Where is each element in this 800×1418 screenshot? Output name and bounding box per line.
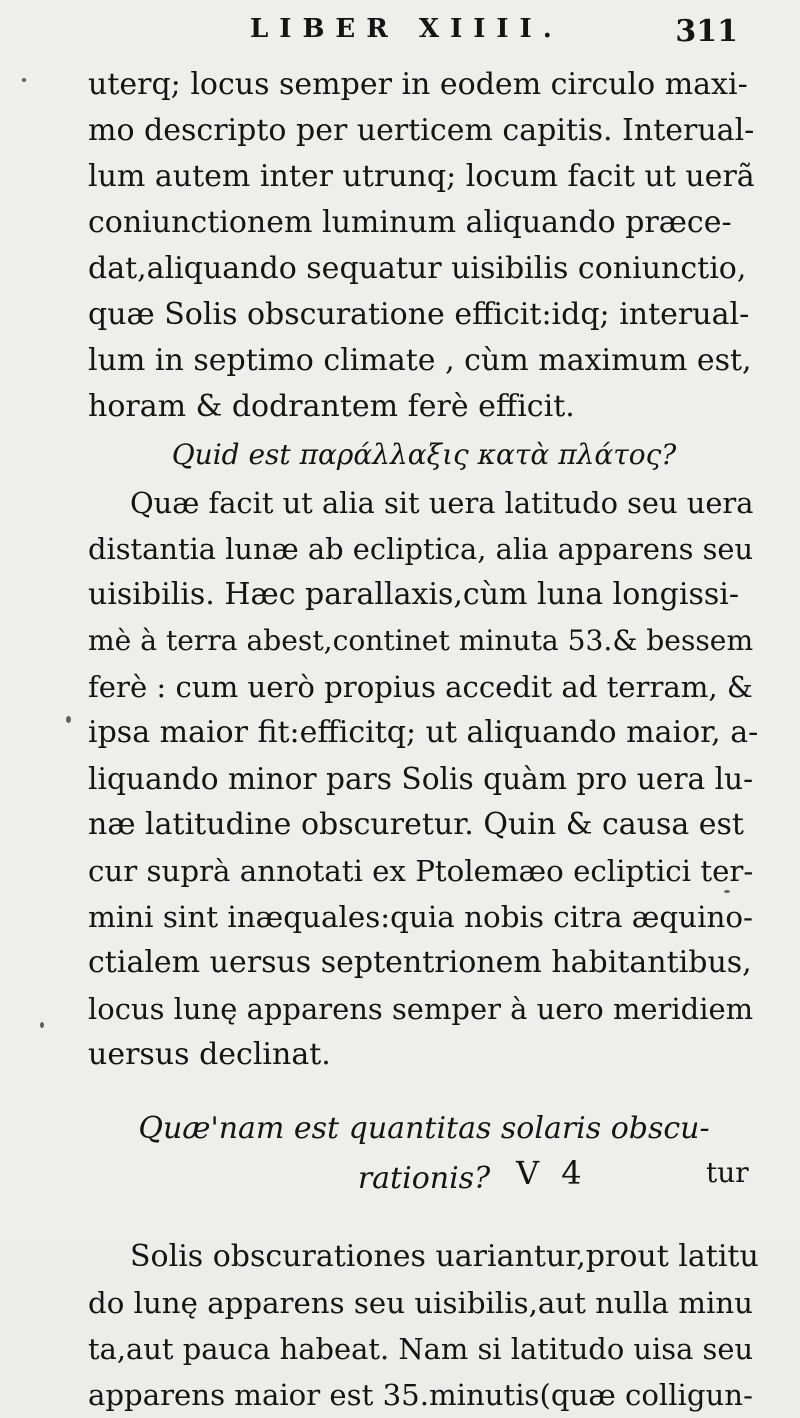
running-head: LIBER XIIII.: [250, 14, 563, 44]
ink-speck: [724, 890, 730, 893]
text-line: mo descripto per uerticem capitis. Interual-: [88, 113, 755, 148]
paragraph-1: [88, 62, 760, 430]
page-header: [0, 14, 800, 54]
text-line: locus lunę apparens semper à uero meridiem: [88, 992, 754, 1026]
text-line: ferè : cum uerò propius accedit ad terram, &: [88, 670, 753, 704]
text-line: uisibilis. Hæc parallaxis,cùm luna longissi-: [88, 577, 739, 612]
text-line: quæ Solis obscuratione efficit:idq; interual-: [88, 297, 750, 332]
section-heading-2: [88, 1104, 760, 1204]
text-line: do lunę apparens seu uisibilis,aut nulla minu: [88, 1286, 754, 1320]
text-line: mè à terra abest,continet minuta 53.& bessem: [88, 624, 754, 657]
text-line: ipsa maior fit:efficitq; ut aliquando maior, a-: [88, 715, 759, 750]
text-line: coniunctionem luminum aliquando præce-: [88, 205, 732, 240]
text-line: Solis obscurationes uariantur,prout latitu: [130, 1239, 759, 1274]
text-line: distantia lunæ ab ecliptica, alia apparens seu: [88, 532, 754, 566]
paragraph-2: [88, 480, 760, 1078]
text-line: lum in septimo climate , cùm maximum est,: [88, 343, 752, 378]
text-line: ctialem uersus septentrionem habitantibus,: [88, 945, 752, 980]
text-line: liquando minor pars Solis quàm pro uera lu-: [88, 761, 754, 796]
signature-mark: V 4: [516, 1154, 588, 1192]
text-line: dat,aliquando sequatur uisibilis coniunctio,: [88, 251, 747, 286]
ink-speck: [66, 716, 71, 723]
text-line: apparens maior est 35.minutis(quæ colligun-: [88, 1378, 753, 1412]
page-number: 311: [675, 14, 738, 49]
section-heading-1: Quid est παράλλαξις κατὰ πλάτος?: [171, 438, 677, 471]
text-line: lum autem inter utrunq; locum facit ut uerã: [88, 159, 755, 194]
paragraph-3: [88, 1234, 760, 1418]
catchword: tur: [706, 1156, 749, 1189]
text-line: cur suprà annotati ex Ptolemæo ecliptici ter-: [88, 854, 754, 888]
text-line: ta,aut pauca habeat. Nam si latitudo uisa seu: [88, 1332, 754, 1366]
text-line: Quæ facit ut alia sit uera latitudo seu uera: [130, 486, 754, 520]
text-block: [88, 62, 760, 1418]
heading-line: rationis?: [357, 1161, 491, 1196]
text-line: horam & dodrantem ferè efficit.: [88, 389, 575, 424]
text-line: uterq; locus semper in eodem circulo maxi-: [88, 67, 748, 102]
heading-line: Quæ'nam est quantitas solaris obscu-: [138, 1111, 710, 1146]
ink-speck: [22, 78, 26, 82]
text-line: mini sint inæquales:quia nobis citra æquino-: [88, 900, 753, 934]
text-line: næ latitudine obscuretur. Quin & causa est: [88, 807, 744, 842]
text-line: uersus declinat.: [88, 1037, 331, 1072]
ink-speck: [40, 1022, 44, 1028]
